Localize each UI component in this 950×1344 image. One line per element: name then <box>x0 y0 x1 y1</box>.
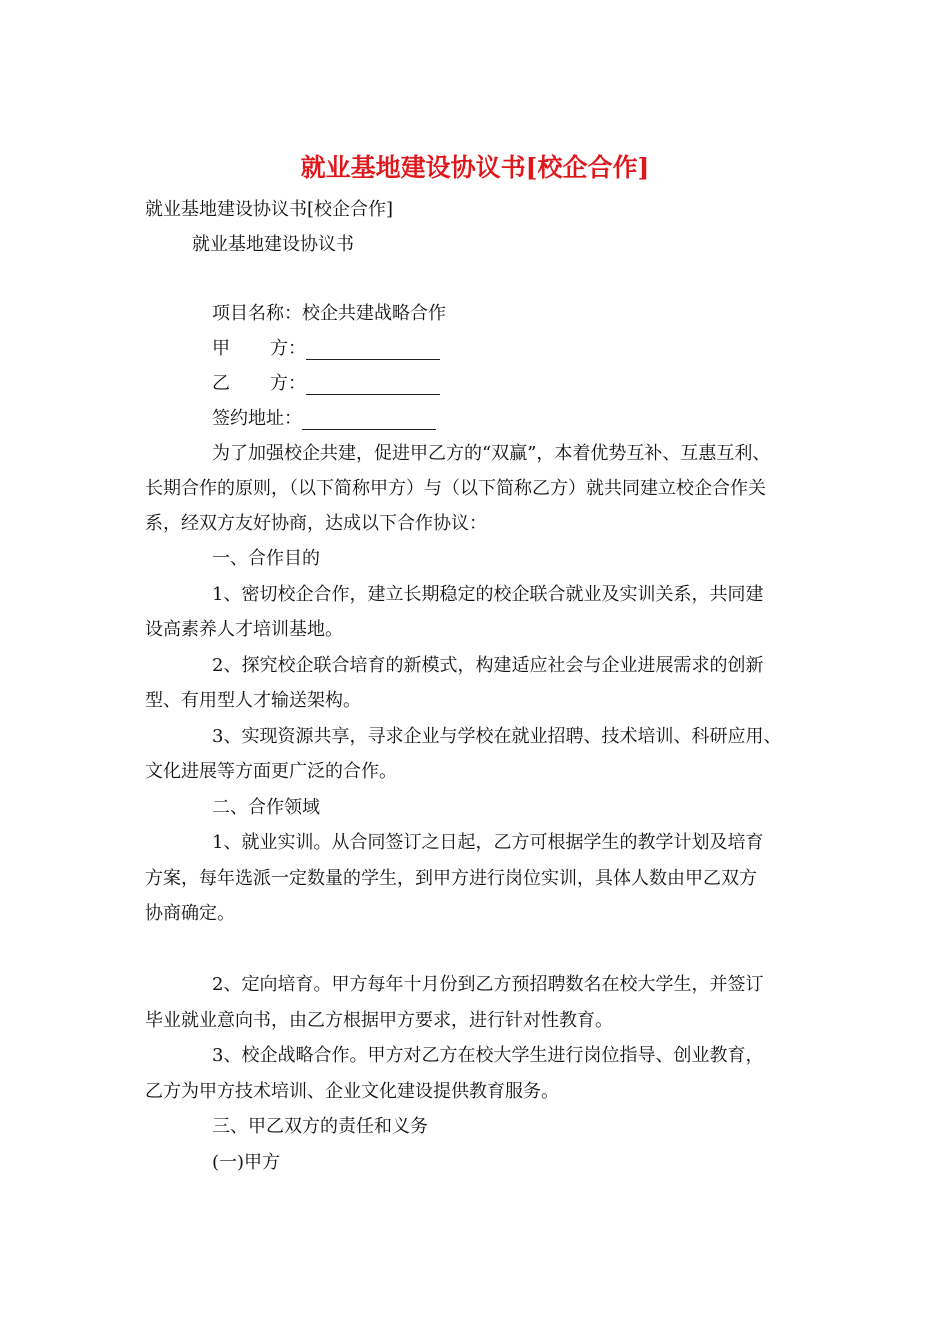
party-a-blank <box>306 339 440 360</box>
body-line: 为了加强校企共建，促进甲乙方的“双赢”，本着优势互补、互惠互利、 <box>212 443 771 464</box>
subsection-heading: (一)甲方 <box>212 1152 281 1173</box>
project-name-row <box>212 300 446 328</box>
party-b-blank <box>306 374 440 395</box>
body-line: 协商确定。 <box>145 903 235 924</box>
signing-location-blank <box>302 409 436 430</box>
body-line: 长期合作的原则，（以下简称甲方）与（以下简称乙方）就共同建立校企合作关 <box>145 478 766 499</box>
body-line: 3、实现资源共享，寻求企业与学校在就业招聘、技术培训、科研应用、 <box>212 726 782 747</box>
body-line: 设高素养人才培训基地。 <box>145 619 343 640</box>
body-line: 型、有用型人才输送架构。 <box>145 690 361 711</box>
body-line: 2、探究校企联合培育的新模式，构建适应社会与企业进展需求的创新 <box>212 655 764 676</box>
signing-location-label: 签约地址： <box>212 408 302 429</box>
project-name-value: 校企共建战略合作 <box>302 303 446 324</box>
signing-location-row <box>212 405 436 433</box>
document-title: 就业基地建设协议书[校企合作] <box>300 153 650 182</box>
section-heading: 三、甲乙双方的责任和义务 <box>212 1116 428 1137</box>
subtitle: 就业基地建设协议书[校企合作] <box>145 199 394 220</box>
body-line: 乙方为甲方技术培训、企业文化建设提供教育服务。 <box>145 1081 559 1102</box>
party-a-label-2: 方： <box>270 338 306 359</box>
body-line: 毕业就业意向书，由乙方根据甲方要求，进行针对性教育。 <box>145 1010 613 1031</box>
body-line: 1、就业实训。从合同签订之日起，乙方可根据学生的教学计划及培育 <box>212 832 764 853</box>
party-b-label-1: 乙 <box>212 373 230 394</box>
body-line: 2、定向培育。甲方每年十月份到乙方预招聘数名在校大学生，并签订 <box>212 974 764 995</box>
body-line: 3、校企战略合作。甲方对乙方在校大学生进行岗位指导、创业教育， <box>212 1045 764 1066</box>
party-b-label-2: 方： <box>270 373 306 394</box>
body-line: 系，经双方友好协商，达成以下合作协议： <box>145 513 487 534</box>
party-a-label-1: 甲 <box>212 338 230 359</box>
body-line: 1、密切校企合作，建立长期稳定的校企联合就业及实训关系，共同建 <box>212 584 764 605</box>
party-b-row <box>212 370 440 398</box>
section-heading: 一、合作目的 <box>212 548 320 569</box>
body-line: 文化进展等方面更广泛的合作。 <box>145 761 397 782</box>
project-name-label: 项目名称： <box>212 303 302 324</box>
section-heading: 二、合作领域 <box>212 797 320 818</box>
party-a-row <box>212 335 440 363</box>
heading: 就业基地建设协议书 <box>192 234 354 255</box>
body-line: 方案，每年选派一定数量的学生，到甲方进行岗位实训，具体人数由甲乙双方 <box>145 868 757 889</box>
